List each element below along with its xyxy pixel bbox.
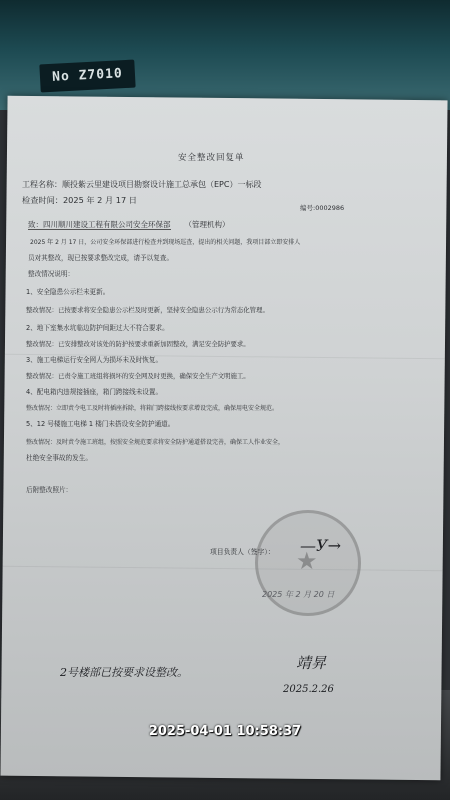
issue-item: 2、地下室集水坑临边防护间距过大不符合要求。 [26,324,169,332]
closing-line: 杜绝安全事故的发生。 [26,454,92,462]
sign-date: 2025 年 2 月 20 日 [262,590,335,599]
problems-header: 整改情况说明： [28,270,75,278]
project-name: 顺投紫云里建设项目勘察设计施工总承包（EPC）一标段 [62,180,262,189]
issue-item: 4、配电箱内违规接插座，箱门跨接线未设置。 [26,388,163,396]
attachment-label: 后附整改照片： [26,486,73,494]
fix-item: 整改情况：立即责令电工及时将插座拆除，将箱门跨接线按要求增设完成，确保用电安全规范。 [26,405,279,412]
recipient-row [28,220,230,229]
document-title: 安全整改回复单 [178,153,245,163]
intro-line-2: 员对其整改，现已按要求整改完成，请予以复查。 [28,254,174,262]
issue-item: 3、施工电梯运行安全网人为损坏未及时恢复。 [26,356,163,364]
handwritten-date: 2025.2.26 [283,684,334,695]
manager-label: 项目负责人（签字）： [210,548,275,556]
company-seal [255,510,361,616]
check-date-label: 检查时间： [22,195,63,205]
seal-star-icon: ★ [296,547,318,575]
fix-item: 整改情况：及时责令施工班组，按照安全规范要求将安全防护通道搭设完善，确保工人作业安全， [26,439,285,446]
fix-item: 整改情况：已安排整改对该处的防护按要求重新加固整改，满足安全防护要求。 [26,340,250,348]
document-number: 编号:0002986 [300,204,345,212]
manager-signature: —У→ [300,536,341,555]
recipient-suffix: （管理机构） [184,220,230,229]
handwritten-name: 靖昇 [296,654,327,672]
background-table-top [0,0,450,110]
box-label: No Z7010 [39,60,135,93]
intro-line-1: 2025 年 2 月 17 日，公司安全环保部进行检查并到现场巡查，提出的相关问题，我项目部立即安排人 [30,239,301,246]
fix-item: 整改情况：已按要求将安全隐患公示栏及时更新，坚持安全隐患公示行为常态化管理。 [26,306,269,314]
fix-item: 整改情况：已责令施工班组将损坏的安全网及时更换，确保安全生产文明施工。 [26,372,250,380]
issue-item: 1、安全隐患公示栏未更新。 [26,288,110,296]
check-date-row [22,196,137,205]
recipient: 致：四川顺川建设工程有限公司安全环保部 [28,220,171,229]
issue-item: 5、12 号楼施工电梯 1 楼门未搭设安全防护通道。 [26,420,175,428]
handwritten-note: 2号楼部已按要求设整改。 [60,666,188,679]
check-date: 2025 年 2 月 17 日 [62,195,137,205]
project-label: 工程名称： [22,180,62,189]
photo-timestamp: 2025-04-01 10:58:37 [148,724,302,739]
project-row [22,180,261,189]
paper-fold [3,566,443,572]
